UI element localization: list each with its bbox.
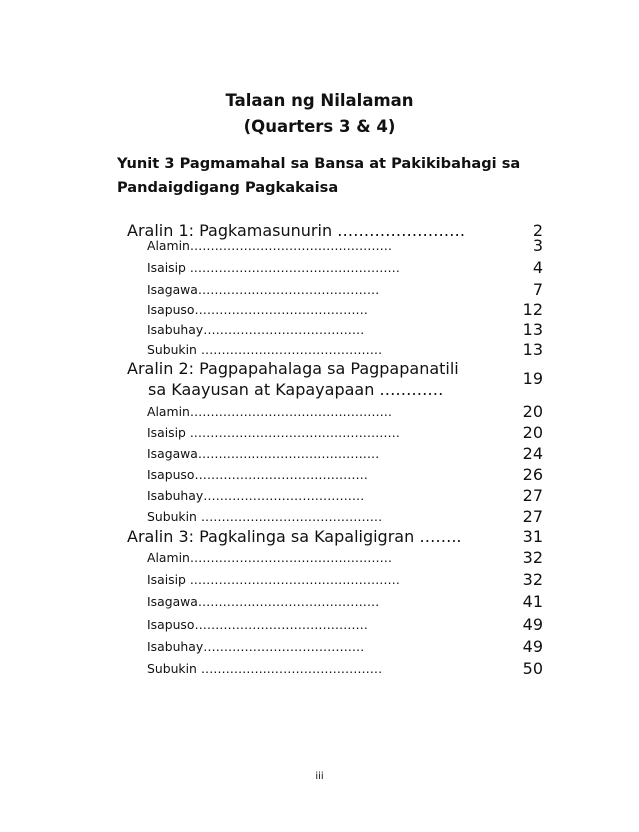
page-number: iii: [315, 771, 324, 782]
toc-subentry-label: Isabuhay…………………………………: [147, 639, 365, 654]
unit-title: [117, 152, 557, 200]
toc-subentry-page: 41: [522, 592, 543, 611]
toc-subentry-page: 20: [522, 402, 543, 421]
toc-entry-page: 31: [522, 527, 543, 546]
toc-subentry-label: Alamin……………………………….…………: [147, 550, 393, 565]
toc-entry-label: Aralin 1: Pagkamasunurin ……………………: [127, 221, 466, 240]
toc-subentry-page: 7: [532, 280, 543, 299]
toc-subentry-label: Isabuhay…………………………………: [147, 488, 365, 503]
toc-subentry-label: Isagawa…………..…………………………: [147, 446, 380, 461]
toc-subentry-page: 13: [522, 340, 543, 359]
toc-subentry-page: 32: [522, 548, 543, 567]
toc-subentry-page: 3: [532, 236, 543, 255]
toc-subentry-page: 27: [522, 486, 543, 505]
toc-subentry-label: Alamin……………………………….…………: [147, 238, 393, 253]
toc-subentry-page: 13: [522, 320, 543, 339]
toc-entry-page: 2: [532, 221, 543, 240]
toc-subentry-label: Isaisip .………………………….…….…………: [147, 572, 400, 587]
toc-subentry-label: Alamin……………………………….…………: [147, 404, 393, 419]
toc-subentry-label: Isaisip .………………………….…….…………: [147, 425, 400, 440]
toc-subentry-page: 20: [522, 423, 543, 442]
toc-subentry-label: Subukin ……………..………………………: [147, 661, 383, 676]
toc-subentry-page: 27: [522, 507, 543, 526]
toc-subentry-page: 26: [522, 465, 543, 484]
toc-subentry-page: 50: [522, 659, 543, 678]
toc-subentry-label: Subukin ……………..………………………: [147, 342, 383, 357]
toc-subentry-page: 49: [522, 637, 543, 656]
toc-subentry-label: Isaisip .………………………….…….…………: [147, 260, 400, 275]
toc-subentry-label: Isabuhay…………………………………: [147, 322, 365, 337]
toc-subentry-label: Isapuso……………………………………: [147, 302, 368, 317]
toc-subentry-label: Isapuso……………………………………: [147, 617, 368, 632]
toc-subentry-label: Isagawa…………..…………………………: [147, 282, 380, 297]
toc-subentry-page: 12: [522, 300, 543, 319]
toc-entry-page: 19: [522, 369, 543, 388]
unit-title-line-2: Pandaigdigang Pagkakaisa: [117, 179, 339, 196]
toc-entry-label-line-2: sa Kaayusan at Kapayapaan …………: [148, 380, 444, 399]
page-subtitle: (Quarters 3 & 4): [243, 117, 396, 136]
toc-subentry-label: Subukin ……………..………………………: [147, 509, 383, 524]
toc-subentry-page: 24: [522, 444, 543, 463]
toc-subentry-page: 32: [522, 570, 543, 589]
toc-subentry-label: Isagawa…………..…………………………: [147, 594, 380, 609]
page-title: Talaan ng Nilalaman: [225, 91, 414, 110]
toc-entry-label: Aralin 3: Pagkalinga sa Kapaligigran ……..: [127, 527, 462, 546]
toc-entry-label-line-1: Aralin 2: Pagpapahalaga sa Pagpapanatili: [127, 359, 459, 378]
unit-title-line-1: Yunit 3 Pagmamahal sa Bansa at Pakikibahagi sa: [117, 155, 521, 172]
toc-subentry-page: 49: [522, 615, 543, 634]
toc-subentry-page: 4: [532, 258, 543, 277]
toc-subentry-label: Isapuso……………………………………: [147, 467, 368, 482]
